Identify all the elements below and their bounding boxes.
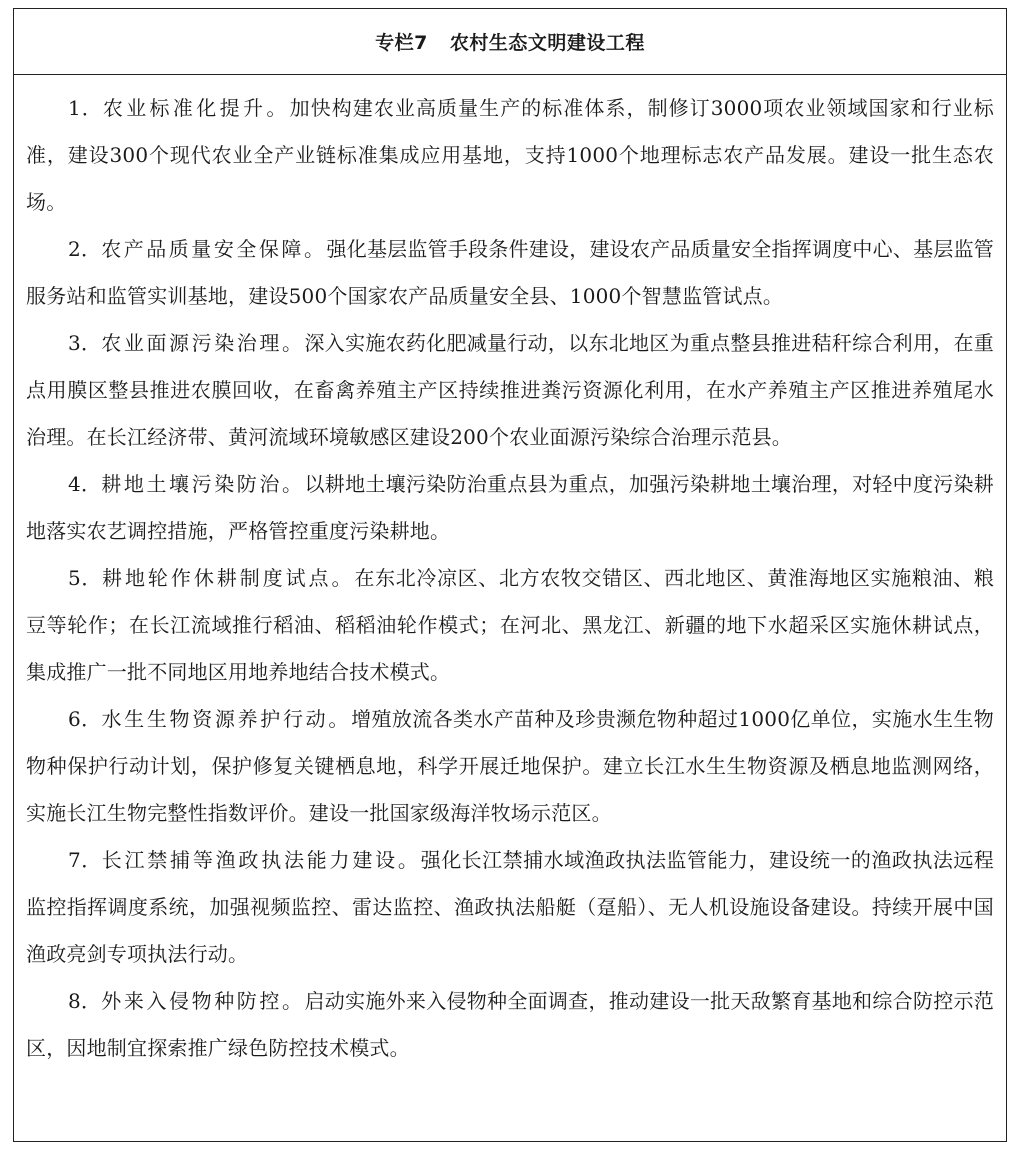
- project-item-4: [26, 461, 994, 555]
- item-text: 增殖放流各类水产苗种及珍贵濒危物种超过1000亿单位，实施水生生物物种保护行动计划，保护修复关键栖息地，科学开展迁地保护。建立长江水生生物资源及栖息地监测网络，实施长江生物完整性指数评价。建设一批国家级海洋牧场示范区。: [26, 707, 994, 825]
- item-text: 加快构建农业高质量生产的标准体系，制修订3000项农业领域国家和行业标准，建设300个现代农业全产业链标准集成应用基地，支持1000个地理标志农产品发展。建设一批生态农场。: [26, 96, 995, 214]
- item-number: 3．: [68, 331, 102, 355]
- item-heading: 水生生物资源养护行动。: [101, 707, 352, 731]
- box-title-number: 专栏7: [375, 32, 428, 54]
- item-text: 在东北冷凉区、北方农牧交错区、西北地区、黄淮海地区实施粮油、粮豆等轮作；在长江流域推行稻油、稻稻油轮作模式；在河北、黑龙江、新疆的地下水超采区实施休耕试点，集成推广一批不同地区用地养地结合技术模式。: [26, 566, 995, 684]
- project-item-8: [26, 978, 994, 1072]
- item-number: 7．: [68, 848, 102, 872]
- item-text: 启动实施外来入侵物种全面调查，推动建设一批天敌繁育基地和综合防控示范区，因地制宜探索推广绿色防控技术模式。: [26, 989, 995, 1060]
- item-heading: 耕地土壤污染防治。: [101, 472, 305, 496]
- item-text: 以耕地土壤污染防治重点县为重点，加强污染耕地土壤治理，对轻中度污染耕地落实农艺调控措施，严格管控重度污染耕地。: [26, 472, 995, 543]
- box-body: [14, 75, 1006, 1072]
- project-item-1: [26, 85, 994, 226]
- project-item-7: [26, 837, 994, 978]
- item-heading: 外来入侵物种防控。: [101, 989, 305, 1013]
- item-number: 6．: [68, 707, 102, 731]
- item-heading: 耕地轮作休耕制度试点。: [102, 566, 355, 590]
- item-heading: 农业面源污染治理。: [101, 331, 305, 355]
- item-number: 5．: [68, 566, 103, 590]
- project-item-3: [26, 320, 994, 461]
- item-number: 1．: [68, 96, 103, 120]
- item-heading: 长江禁捕等渔政执法能力建设。: [101, 848, 421, 872]
- column-box: [13, 8, 1007, 1142]
- item-number: 4．: [68, 472, 102, 496]
- item-text: 强化长江禁捕水域渔政执法监管能力，建设统一的渔政执法远程监控指挥调度系统，加强视频监控、雷达监控、渔政执法船艇（趸船）、无人机设施设备建设。持续开展中国渔政亮剑专项执法行动。: [26, 848, 995, 966]
- item-number: 2．: [68, 237, 102, 261]
- item-number: 8．: [68, 989, 102, 1013]
- item-heading: 农业标准化提升。: [102, 96, 290, 120]
- project-item-6: [26, 696, 994, 837]
- item-text: 深入实施农药化肥减量行动，以东北地区为重点整县推进秸秆综合利用，在重点用膜区整县推进农膜回收，在畜禽养殖主产区持续推进粪污资源化利用，在水产养殖主产区推进养殖尾水治理。在长江经济带、黄河流域环境敏感区建设200个农业面源污染综合治理示范县。: [26, 331, 995, 449]
- box-header: [14, 9, 1006, 75]
- item-heading: 农产品质量安全保障。: [101, 237, 327, 261]
- project-item-2: [26, 226, 994, 320]
- item-text: 强化基层监管手段条件建设，建设农产品质量安全指挥调度中心、基层监管服务站和监管实训基地，建设500个国家农产品质量安全县、1000个智慧监管试点。: [26, 237, 995, 308]
- project-item-5: [26, 555, 994, 696]
- box-title: [375, 28, 645, 55]
- box-title-text: 农村生态文明建设工程: [449, 32, 645, 54]
